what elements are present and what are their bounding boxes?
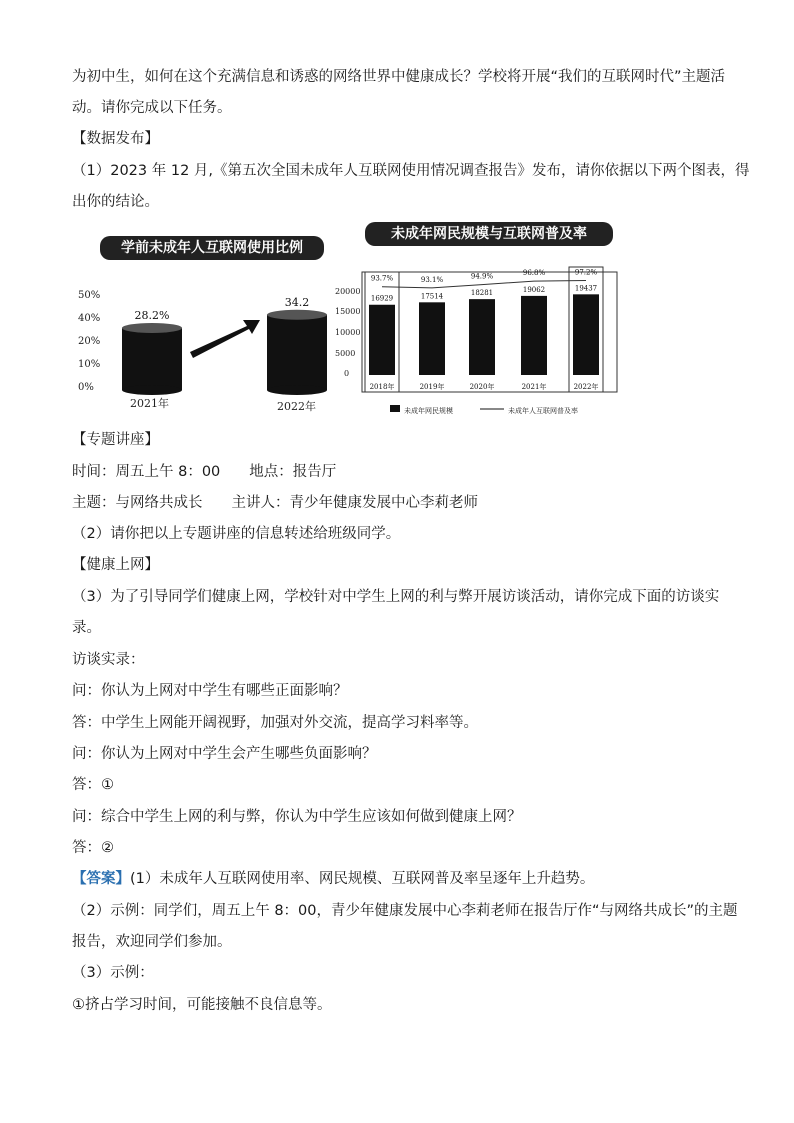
chart-2-xlabel: 2021年 xyxy=(521,383,547,391)
lecture-topic-speaker: 主题：与网络共成长 主讲人：青少年健康发展中心李莉老师 xyxy=(72,495,478,511)
section-heading-healthy: 【健康上网】 xyxy=(72,557,159,573)
question-1-cont: 出你的结论。 xyxy=(72,194,159,210)
chart-1-ytick: 0% xyxy=(78,382,94,393)
question-3: （3）为了引导同学们健康上网，学校针对中学生上网的利与弊开展访谈活动，请你完成下面的访谈实 xyxy=(72,589,720,605)
chart-1-value-label: 34.2 xyxy=(284,295,310,309)
lecture-time-place: 时间：周五上午 8：00 地点：报告厅 xyxy=(72,464,337,480)
chart-2-line-label: 93.7% xyxy=(370,274,394,283)
answer-3-heading: （3）示例： xyxy=(72,965,154,981)
chart-1-ytick: 50% xyxy=(78,290,101,301)
chart-minor-netizens xyxy=(335,222,630,422)
chart-2-bar xyxy=(521,296,547,375)
chart-2-line xyxy=(382,280,586,287)
chart-2-bar xyxy=(573,294,599,375)
interview-a3: 答：② xyxy=(72,840,114,856)
paragraph-intro-1: 为初中生，如何在这个充满信息和诱惑的网络世界中健康成长？学校将开展“我们的互联网时代”主题活 xyxy=(72,69,726,85)
chart-2-bar xyxy=(469,299,495,375)
chart-2-title: 未成年网民规模与互联网普及率 xyxy=(365,222,613,246)
chart-1-ytick: 20% xyxy=(78,336,101,347)
chart-2-bar-value: 18281 xyxy=(470,289,494,298)
answer-2: （2）示例：同学们，周五上午 8：00，青少年健康发展中心李莉老师在报告厅作“与网络共成长”的主题 xyxy=(72,903,738,919)
chart-2-legend-swatch xyxy=(390,405,400,412)
paragraph-intro-2: 动。请你完成以下任务。 xyxy=(72,100,232,116)
chart-1-bar-base xyxy=(267,385,327,395)
chart-2-xlabel: 2018年 xyxy=(369,383,395,391)
section-heading-lecture: 【专题讲座】 xyxy=(72,432,159,448)
chart-2-line-label: 96.8% xyxy=(522,269,546,278)
chart-2-legend-bar: 未成年网民规模 xyxy=(404,407,453,415)
interview-q1: 问：你认为上网对中学生有哪些正面影响？ xyxy=(72,683,348,699)
chart-1-value-label: 28.2% xyxy=(134,308,170,322)
answer-1-text: (1）未成年人互联网使用率、网民规模、互联网普及率呈逐年上升趋势。 xyxy=(130,871,595,887)
question-2: （2）请你把以上专题讲座的信息转述给班级同学。 xyxy=(72,526,401,542)
chart-2-xlabel: 2019年 xyxy=(419,383,445,391)
section-heading-data: 【数据发布】 xyxy=(72,131,159,147)
chart-2-plot xyxy=(340,222,630,422)
chart-2-line-label: 93.1% xyxy=(420,275,444,284)
interview-heading: 访谈实录： xyxy=(72,652,145,668)
chart-1-ytick: 10% xyxy=(78,359,101,370)
question-1: （1）2023 年 12 月,《第五次全国未成年人互联网使用情况调查报告》发布，请你依据以下两个图表，得 xyxy=(72,163,750,179)
chart-2-xlabel: 2022年 xyxy=(573,383,599,391)
answer-tag: 【答案】 xyxy=(72,871,130,887)
chart-1-title: 学前未成年人互联网使用比例 xyxy=(100,236,324,260)
interview-a1: 答：中学生上网能开阔视野，加强对外交流，提高学习料率等。 xyxy=(72,715,478,731)
chart-2-ytick: 20000 xyxy=(335,287,361,296)
chart-2-bar xyxy=(369,305,395,375)
chart-1-ytick: 40% xyxy=(78,313,101,324)
chart-2-xlabel: 2020年 xyxy=(469,383,495,391)
chart-2-bar xyxy=(419,302,445,375)
chart-2-ytick: 10000 xyxy=(335,328,361,337)
chart-2-ytick: 5000 xyxy=(335,349,356,358)
chart-2-bar-value: 17514 xyxy=(420,292,444,301)
answer-1 xyxy=(72,869,594,889)
chart-2-line-label: 94.9% xyxy=(470,272,494,281)
chart-2-ytick: 0 xyxy=(344,369,350,378)
answer-3-item-1: ①挤占学习时间，可能接触不良信息等。 xyxy=(72,997,332,1013)
chart-2-bar-value: 19062 xyxy=(522,285,546,294)
chart-1-bar-top xyxy=(122,323,182,333)
interview-a2: 答：① xyxy=(72,777,114,793)
chart-1-xlabel: 2021年 xyxy=(130,397,169,410)
interview-q2: 问：你认为上网对中学生会产生哪些负面影响？ xyxy=(72,746,377,762)
interview-q3: 问：综合中学生上网的利与弊，你认为中学生应该如何做到健康上网？ xyxy=(72,809,522,825)
answer-2-cont: 报告，欢迎同学们参加。 xyxy=(72,934,232,950)
chart-2-bar-value: 19437 xyxy=(574,284,598,293)
chart-1-bar xyxy=(267,315,327,390)
chart-preschool-usage xyxy=(72,228,342,418)
chart-1-bar-base xyxy=(122,385,182,395)
chart-1-bar xyxy=(122,328,182,390)
chart-2-ytick: 15000 xyxy=(335,307,361,316)
chart-2-legend-line: 未成年人互联网普及率 xyxy=(508,407,578,415)
chart-1-plot xyxy=(72,228,342,418)
chart-2-line-label: 97.2% xyxy=(574,268,598,277)
question-3-cont: 录。 xyxy=(72,620,101,636)
chart-1-bar-top xyxy=(267,310,327,320)
chart-1-xlabel: 2022年 xyxy=(277,400,316,413)
chart-2-bar-value: 16929 xyxy=(370,294,394,303)
chart-1-arrow xyxy=(190,320,260,358)
